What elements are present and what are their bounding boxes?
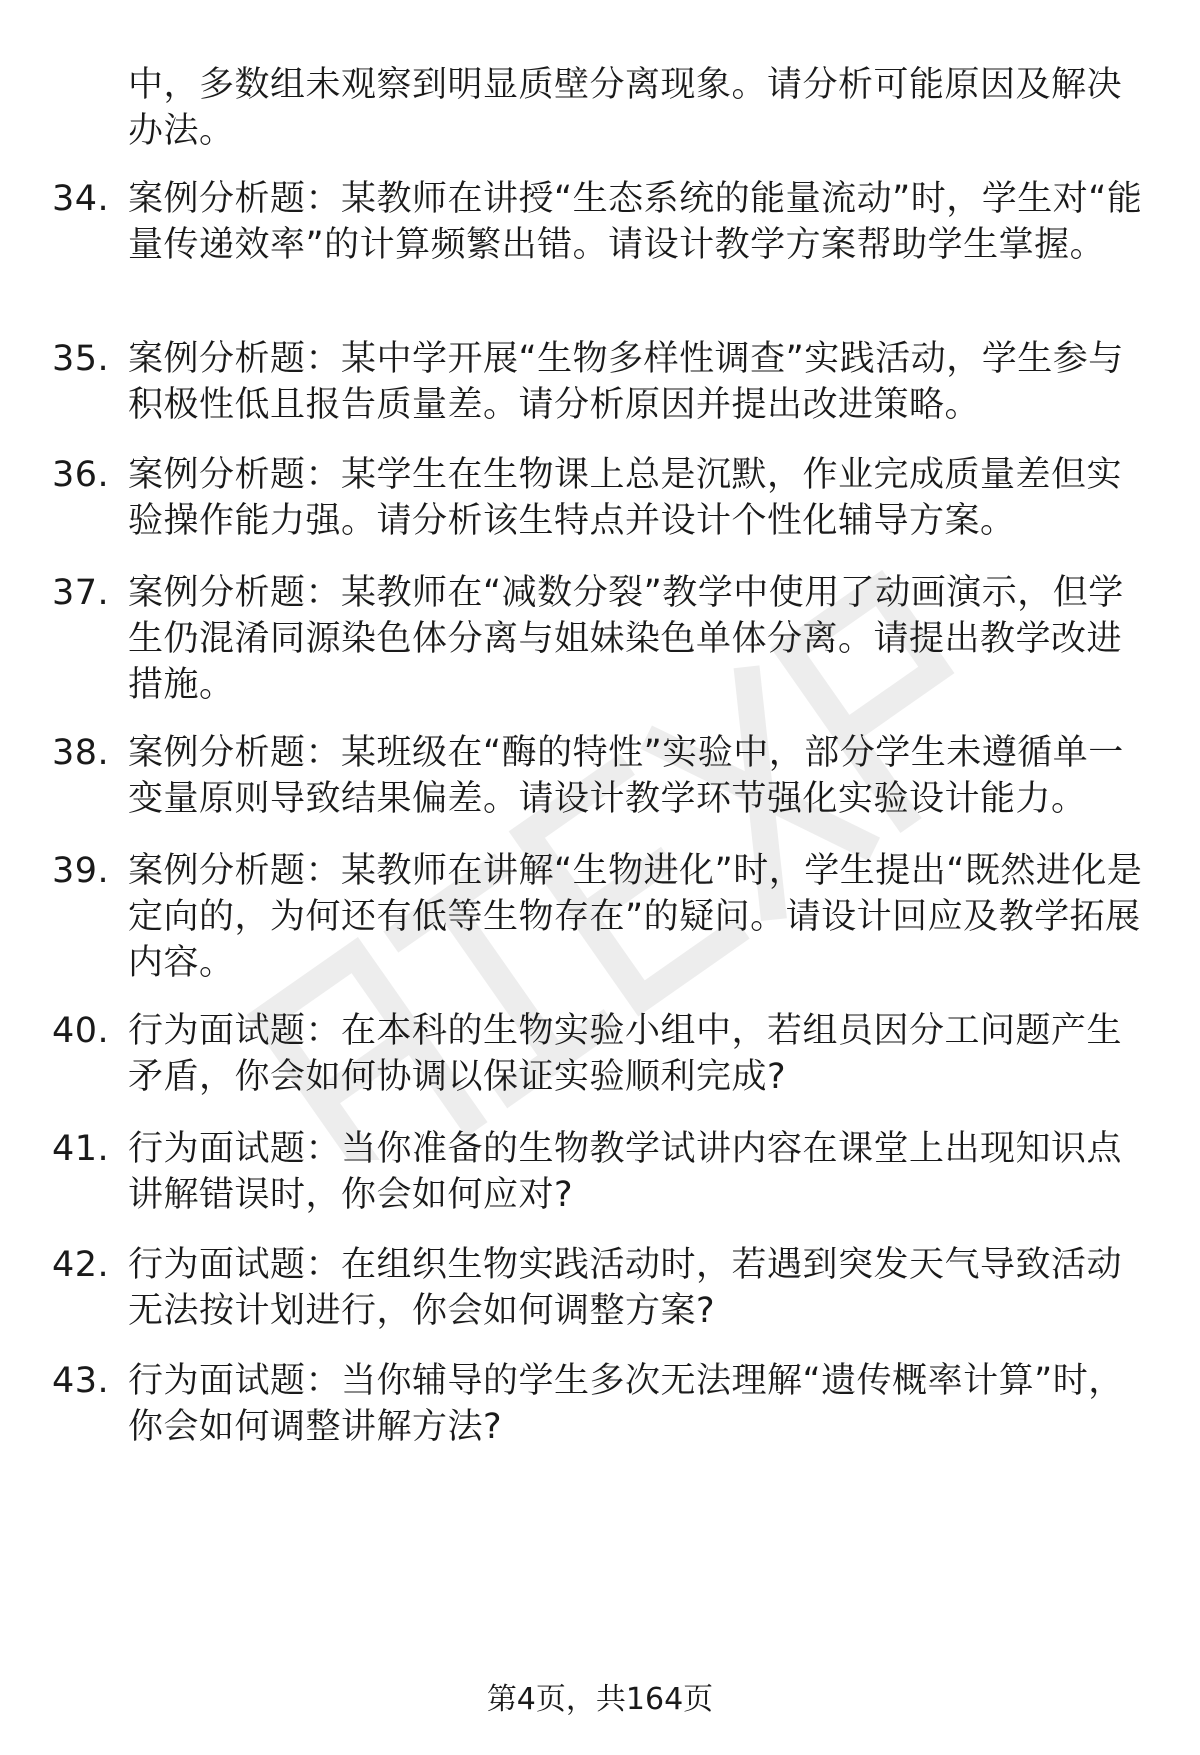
- question-text: 案例分析题：某中学开展“生物多样性调查”实践活动，学生参与积极性低且报告质量差。请分析原因并提出改进策略。: [128, 339, 1124, 425]
- question-text: 案例分析题：某教师在讲解“生物进化”时，学生提出“既然进化是定向的，为何还有低等生物存在”的疑问。请设计回应及教学拓展内容。: [128, 851, 1143, 983]
- question-number: 39.: [52, 851, 110, 891]
- question-text: 案例分析题：某教师在“减数分裂”教学中使用了动画演示，但学生仍混淆同源染色体分离与姐妹染色单体分离。请提出教学改进措施。: [128, 573, 1124, 705]
- question-number: 37.: [52, 573, 110, 613]
- question-number: 36.: [52, 455, 110, 495]
- question-text: 行为面试题：当你辅导的学生多次无法理解“遗传概率计算”时，你会如何调整讲解方法?: [128, 1361, 1124, 1447]
- question-33-continuation: 中，多数组未观察到明显质壁分离现象。请分析可能原因及解决办法。: [128, 65, 1123, 151]
- question-text: 行为面试题：在组织生物实践活动时，若遇到突发天气导致活动无法按计划进行，你会如何调整方案?: [128, 1245, 1123, 1331]
- question-number: 34.: [52, 179, 110, 219]
- question-number: 41.: [52, 1129, 110, 1169]
- page-number: 第4页，共164页: [486, 1682, 714, 1717]
- question-text: 案例分析题：某学生在生物课上总是沉默，作业完成质量差但实验操作能力强。请分析该生特点并设计个性化辅导方案。: [128, 455, 1123, 541]
- question-text: 案例分析题：某教师在讲授“生态系统的能量流动”时，学生对“能量传递效率”的计算频繁出错。请设计教学方案帮助学生掌握。: [128, 179, 1143, 265]
- question-number: 40.: [52, 1011, 110, 1051]
- question-number: 43.: [52, 1361, 110, 1401]
- question-text: 案例分析题：某班级在“酶的特性”实验中，部分学生未遵循单一变量原则导致结果偏差。请设计教学环节强化实验设计能力。: [128, 733, 1124, 819]
- question-number: 38.: [52, 733, 110, 773]
- question-number: 42.: [52, 1245, 110, 1285]
- question-number: 35.: [52, 339, 110, 379]
- question-text: 行为面试题：当你准备的生物教学试讲内容在课堂上出现知识点讲解错误时，你会如何应对?: [128, 1129, 1123, 1215]
- question-text: 行为面试题：在本科的生物实验小组中，若组员因分工问题产生矛盾，你会如何协调以保证实验顺利完成?: [128, 1011, 1123, 1097]
